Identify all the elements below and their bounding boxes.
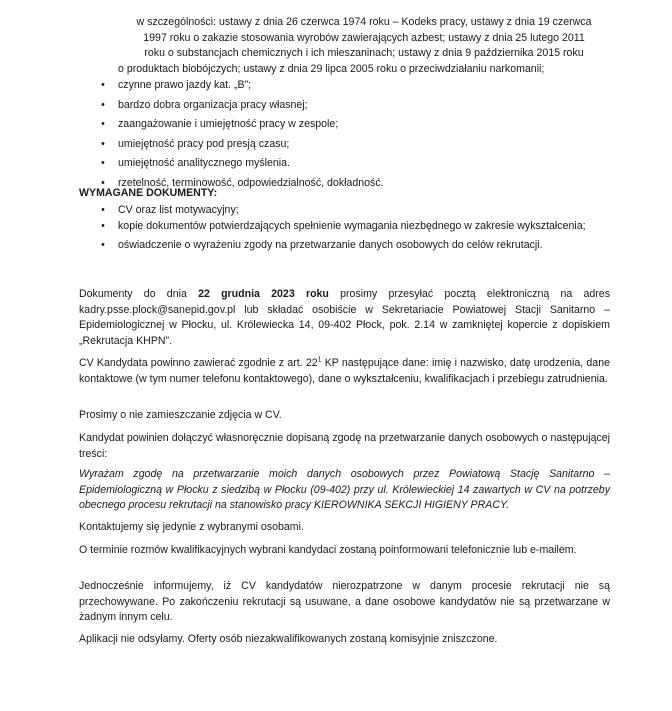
cv-contents-paragraph: CV Kandydata powinno zawierać zgodnie z art. $22^1$ KP następujące dane: imię i nazwisko, datę urodzenia, dane kontaktowe (w tym numer telefonu kontaktowego), dane o wykształceniu, kwalifikacjach i przebiegu zatrudnienia. [79, 356, 610, 385]
list-item: • oświadczenie o wyrażeniu zgody na przetwarzanie danych osobowych do celów rekrutacji. [98, 238, 610, 254]
law-list-continuation [118, 15, 610, 77]
list-item: • zaangażowanie i umiejętność pracy w zespole; [98, 117, 610, 137]
continuation-line: o produktach biobójczych; ustawy z dnia 29 lipca 2005 roku o przeciwdziałaniu narkomanii; [118, 62, 545, 75]
continuation-line: w szczególności: ustawy z dnia 26 czerwca 1974 roku – Kodeks pracy, ustawy z dnia 19 czerwca [136, 16, 592, 28]
cv-storage-paragraph: Jednocześnie informujemy, iż CV kandydatów nierozpatrzone w danym procesie rekrutacji nie są przechowywane. Po zakończeniu rekrutacji są usuwane, a dane osobowe kandydatów nie są przetwarzane w żadnym innym celu. [79, 580, 610, 624]
list-item: • CV oraz list motywacyjny; [98, 203, 610, 219]
no-photo-paragraph: Prosimy o nie zamieszczanie zdjęcia w CV. [79, 409, 282, 421]
bullet-icon: • [101, 98, 105, 111]
list-item: • umiejętność pracy pod presją czasu; [98, 137, 610, 157]
bullet-icon: • [101, 118, 105, 130]
bullet-icon: • [101, 79, 105, 91]
required-documents-heading: WYMAGANE DOKUMENTY: [79, 187, 218, 199]
required-documents-list [98, 203, 610, 254]
contact-paragraph: Kontaktujemy się jedynie z wybranymi osobami. [79, 521, 304, 533]
skills-list [98, 78, 610, 195]
consent-text-paragraph: Wyrażam zgodę na przetwarzanie moich danych osobowych przez Powiatową Stację Sanitarno – Epidemiologiczną w Płocku z siedzibą w Płocku (09-402) przy ul. Królewieckiej 14 zawartych w CV na potrzeby obecnego procesu rekrutacji na stanowisko pracy KIEROWNIKA SEKCJI HIGIENY PRACY. [79, 468, 610, 512]
list-item: • czynne prawo jazdy kat. „B”; [98, 78, 610, 98]
bullet-icon: • [101, 239, 105, 252]
bullet-icon: • [101, 204, 105, 216]
submission-deadline-paragraph: Dokumenty do dnia 22 grudnia 2023 roku prosimy przesyłać pocztą elektroniczną na adres kadry.psse.plock@sanepid.gov.pl lub składać osobiście w Sekretariacie Powiatowej Stacji Sanitarno – Epidemiologicznej w Płocku, ul. Królewiecka 14, 09-402 Płock, pok. 2.14 w zamkniętej kopercie z dopiskiem „Rekrutacja KHPN”. [79, 288, 610, 347]
bullet-icon: • [101, 137, 105, 150]
interview-paragraph: O terminie rozmów kwalifikacyjnych wybrani kandydaci zostaną poinformowani telefonicznie lub e-mailem. [79, 544, 577, 556]
deadline-date: 22 grudnia 2023 roku [198, 288, 329, 300]
bullet-icon: • [101, 176, 105, 189]
bullet-icon: • [101, 219, 105, 232]
list-item: • bardzo dobra organizacja pracy własnej; [98, 98, 610, 118]
bullet-icon: • [101, 157, 105, 169]
continuation-line: 1997 roku o zakazie stosowania wyrobów zawierających azbest; ustawy z dnia 25 lutego 2011 [143, 31, 585, 44]
consent-intro-paragraph: Kandydat powinien dołączyć własnoręcznie dopisaną zgodę na przetwarzanie danych osobowych o następującej treści: [79, 432, 610, 460]
list-item: • umiejętność analitycznego myślenia. [98, 156, 610, 176]
applications-paragraph: Aplikacji nie odsyłamy. Oferty osób niezakwalifikowanych zostaną komisyjnie zniszczone. [79, 633, 498, 645]
list-item: • kopie dokumentów potwierdzających spełnienie wymagania niezbędnego w zakresie wykształcenia; [98, 219, 610, 235]
continuation-line: roku o substancjach chemicznych i ich mieszaninach; ustawy z dnia 9 października 2015 roku [144, 47, 584, 60]
list-item: • rzetelność, terminowość, odpowiedzialność, dokładność. [98, 176, 610, 196]
